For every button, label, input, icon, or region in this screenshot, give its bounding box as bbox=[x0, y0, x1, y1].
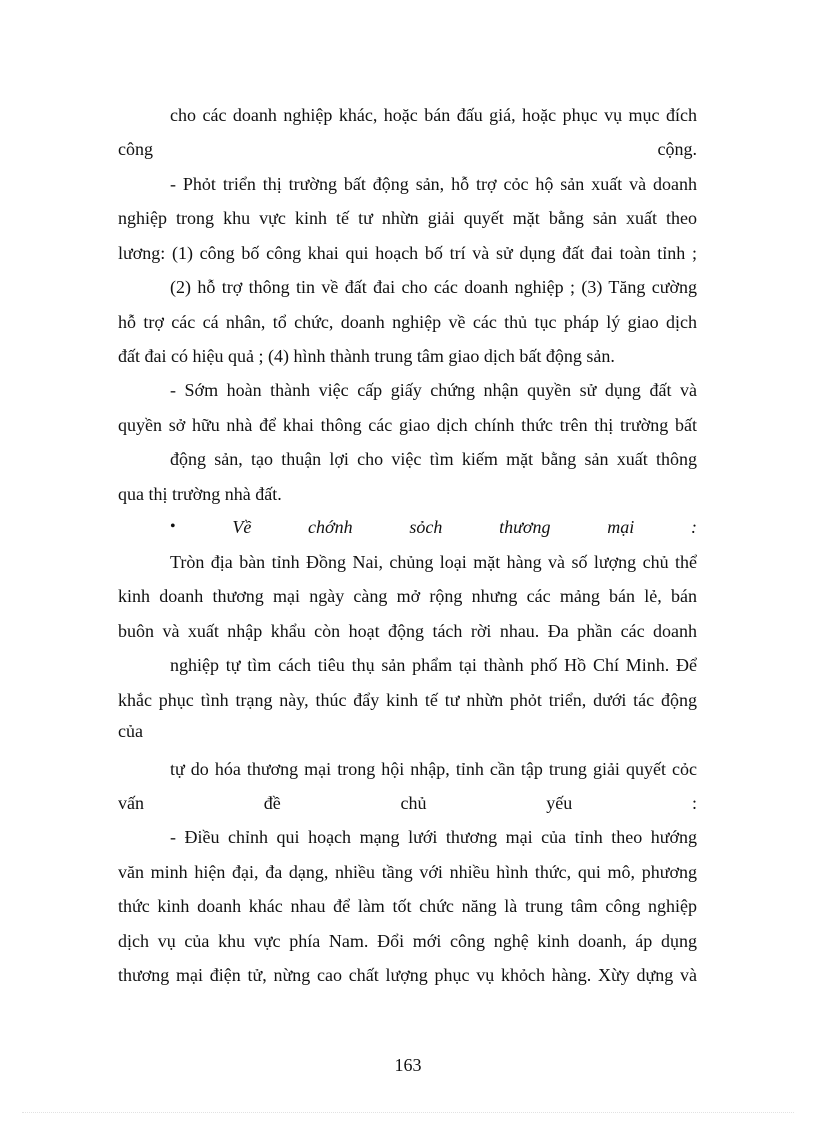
page-bottom-rule bbox=[22, 1112, 794, 1113]
text-word: cộng. bbox=[657, 139, 697, 159]
text-word: chủ bbox=[400, 793, 427, 813]
text-line bbox=[118, 137, 697, 161]
text-line: tự do hóa thương mại trong hội nhập, tỉnh cần tập trung giải quyết cỏc bbox=[170, 759, 697, 779]
text-line: cho các doanh nghiệp khác, hoặc bán đấu giá, hoặc phục vụ mục đích bbox=[170, 105, 697, 125]
text-line: - Điều chỉnh qui hoạch mạng lưới thương mại của tỉnh theo hướng bbox=[170, 827, 697, 847]
text-word: đề bbox=[263, 793, 281, 813]
bullet: • bbox=[170, 518, 176, 535]
text-line: Tròn địa bàn tỉnh Đồng Nai, chủng loại mặt hàng và số lượng chủ thể bbox=[170, 552, 697, 572]
text-line: quyền sở hữu nhà để khai thông các giao dịch chính thức trên thị trường bất bbox=[118, 415, 697, 435]
text-word: vấn bbox=[118, 793, 144, 813]
text-word: : bbox=[691, 793, 697, 813]
text-line: dịch vụ của khu vực phía Nam. Đổi mới công nghệ kinh doanh, áp dụng bbox=[118, 931, 697, 951]
heading-word: thương bbox=[499, 517, 551, 537]
text-line: kinh doanh thương mại ngày càng mở rộng nhưng các mảng bán lẻ, bán bbox=[118, 586, 697, 606]
text-line: thức kinh doanh khác nhau để làm tốt chức năng là trung tâm công nghiệp bbox=[118, 896, 697, 916]
text-line: nghiệp tự tìm cách tiêu thụ sản phẩm tại thành phố Hồ Chí Minh. Để bbox=[170, 655, 697, 675]
text-line: văn minh hiện đại, đa dạng, nhiều tầng với nhiều hình thức, qui mô, phương bbox=[118, 862, 697, 882]
text-line: nghiệp trong khu vực kinh tế tư nhừn giải quyết mặt bằng sản xuất theo bbox=[118, 208, 697, 228]
text-line: động sản, tạo thuận lợi cho việc tìm kiếm mặt bằng sản xuất thông bbox=[170, 449, 697, 469]
text-line bbox=[118, 791, 697, 815]
text-line: lương: (1) công bố công khai qui hoạch bố trí và sử dụng đất đai toàn tỉnh ; bbox=[118, 243, 697, 263]
heading-word: : bbox=[690, 517, 697, 537]
text-line: qua thị trường nhà đất. bbox=[118, 484, 282, 504]
text-line: buôn và xuất nhập khẩu còn hoạt động tách rời nhau. Đa phần các doanh bbox=[118, 621, 697, 641]
page-number: 163 bbox=[394, 1055, 422, 1075]
text-word: yếu bbox=[546, 793, 573, 813]
heading-word: sỏch bbox=[409, 517, 443, 537]
text-line: hỗ trợ các cá nhân, tổ chức, doanh nghiệp về các thủ tục pháp lý giao dịch bbox=[118, 312, 697, 332]
text-line: của bbox=[118, 721, 143, 741]
section-heading bbox=[170, 515, 697, 539]
text-line: (2) hỗ trợ thông tin về đất đai cho các doanh nghiệp ; (3) Tăng cường bbox=[170, 277, 697, 297]
text-line: khắc phục tình trạng này, thúc đẩy kinh tế tư nhừn phỏt triển, dưới tác động bbox=[118, 690, 697, 710]
heading-word: Về bbox=[232, 517, 252, 537]
text-line: - Phỏt triển thị trường bất động sản, hỗ trợ cỏc hộ sản xuất và doanh bbox=[170, 174, 697, 194]
heading-word: chớnh bbox=[308, 517, 353, 537]
text-line: thương mại điện tử, nừng cao chất lượng phục vụ khỏch hàng. Xừy dựng và bbox=[118, 965, 697, 985]
text-line: đất đai có hiệu quả ; (4) hình thành trung tâm giao dịch bất động sản. bbox=[118, 346, 615, 366]
heading-word: mại bbox=[607, 517, 635, 537]
text-word: công bbox=[118, 139, 153, 159]
text-line: - Sớm hoàn thành việc cấp giấy chứng nhận quyền sử dụng đất và bbox=[170, 380, 697, 400]
